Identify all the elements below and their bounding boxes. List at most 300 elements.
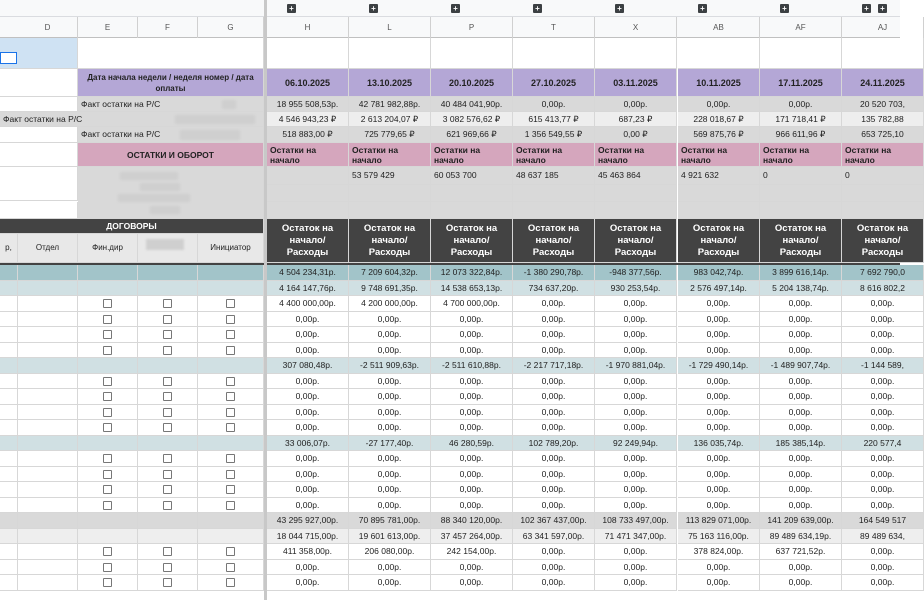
row-cell[interactable]: [0, 575, 18, 591]
row-cell[interactable]: [0, 482, 18, 498]
amount-cell[interactable]: 0,00р.: [595, 405, 677, 420]
row-cell[interactable]: [198, 265, 264, 281]
approval-checkbox[interactable]: [163, 470, 172, 479]
amount-cell[interactable]: 0,00р.: [267, 327, 349, 343]
approval-checkbox[interactable]: [103, 330, 112, 339]
amount-cell[interactable]: 0,00р.: [349, 327, 431, 343]
amount-cell[interactable]: 0,00р.: [267, 451, 349, 467]
row-cell[interactable]: [0, 343, 18, 358]
amount-cell[interactable]: 0,00р.: [842, 312, 924, 327]
fact-balance-value[interactable]: 725 779,65 ₽: [349, 127, 431, 143]
approval-checkbox[interactable]: [163, 346, 172, 355]
start-balance-value[interactable]: 0: [842, 167, 924, 185]
amount-cell[interactable]: 0,00р.: [349, 374, 431, 389]
amount-cell[interactable]: 8 616 802,2: [842, 281, 924, 296]
amount-cell[interactable]: 0,00р.: [760, 560, 842, 575]
amount-cell[interactable]: 4 400 000,00р.: [267, 296, 349, 312]
row-cell[interactable]: [138, 436, 198, 451]
row-cell[interactable]: [0, 374, 18, 389]
amount-cell[interactable]: 0,00р.: [760, 575, 842, 591]
fact-balance-value[interactable]: 1 356 549,55 ₽: [513, 127, 595, 143]
row-cell[interactable]: [0, 544, 18, 560]
week-date[interactable]: 27.10.2025: [513, 69, 595, 97]
amount-cell[interactable]: 7 209 604,32р.: [349, 265, 431, 281]
amount-cell[interactable]: 0,00р.: [760, 327, 842, 343]
fact-balance-value[interactable]: 0,00р.: [678, 97, 760, 112]
row-cell[interactable]: [18, 389, 78, 405]
fact-balance-value[interactable]: 2 613 204,07 ₽: [349, 112, 431, 127]
frozen-columns-divider[interactable]: [264, 0, 267, 600]
column-header[interactable]: AF: [760, 17, 842, 38]
empty-cell[interactable]: [678, 185, 760, 202]
column-header[interactable]: AJ: [842, 17, 924, 38]
row-cell[interactable]: [0, 467, 18, 482]
approval-checkbox[interactable]: [163, 563, 172, 572]
expand-group-icon[interactable]: +: [615, 4, 624, 13]
amount-cell[interactable]: 43 295 927,00р.: [267, 513, 349, 529]
amount-cell[interactable]: 0,00р.: [513, 482, 595, 498]
amount-cell[interactable]: 0,00р.: [513, 467, 595, 482]
amount-cell[interactable]: 113 829 071,00р.: [678, 513, 760, 529]
fact-balance-value[interactable]: 518 883,00 ₽: [267, 127, 349, 143]
amount-cell[interactable]: 0,00р.: [267, 420, 349, 436]
amount-cell[interactable]: 0,00р.: [267, 374, 349, 389]
empty-cell[interactable]: [678, 38, 760, 69]
amount-cell[interactable]: 0,00р.: [760, 467, 842, 482]
row-cell[interactable]: [198, 436, 264, 451]
approval-checkbox[interactable]: [163, 485, 172, 494]
fact-balance-value[interactable]: 20 520 703,: [842, 97, 924, 112]
approval-checkbox[interactable]: [226, 299, 235, 308]
amount-cell[interactable]: 0,00р.: [349, 343, 431, 358]
row-cell[interactable]: [198, 513, 264, 529]
amount-cell[interactable]: 102 367 437,00р.: [513, 513, 595, 529]
amount-cell[interactable]: 7 692 790,0: [842, 265, 924, 281]
fact-balance-value[interactable]: 0,00р.: [760, 97, 842, 112]
row-cell[interactable]: [0, 358, 18, 374]
amount-cell[interactable]: -1 970 881,04р.: [595, 358, 677, 374]
row-cell[interactable]: [198, 358, 264, 374]
amount-cell[interactable]: 307 080,48р.: [267, 358, 349, 374]
empty-cell[interactable]: [431, 202, 513, 219]
empty-cell[interactable]: [0, 167, 78, 201]
week-date[interactable]: 10.11.2025: [678, 69, 760, 97]
amount-cell[interactable]: 0,00р.: [431, 498, 513, 513]
fact-balance-value[interactable]: 615 413,77 ₽: [513, 112, 595, 127]
amount-cell[interactable]: 0,00р.: [760, 498, 842, 513]
amount-cell[interactable]: 0,00р.: [431, 467, 513, 482]
empty-cell[interactable]: [842, 202, 924, 219]
fact-balance-value[interactable]: 171 718,41 ₽: [760, 112, 842, 127]
amount-cell[interactable]: 206 080,00р.: [349, 544, 431, 560]
amount-cell[interactable]: -2 511 909,63р.: [349, 358, 431, 374]
approval-checkbox[interactable]: [226, 408, 235, 417]
row-cell[interactable]: [78, 513, 138, 529]
amount-cell[interactable]: 0,00р.: [267, 389, 349, 405]
approval-checkbox[interactable]: [103, 377, 112, 386]
amount-cell[interactable]: 0,00р.: [267, 405, 349, 420]
row-cell[interactable]: [0, 420, 18, 436]
row-cell[interactable]: [18, 296, 78, 312]
amount-cell[interactable]: 89 489 634,19р.: [760, 529, 842, 544]
amount-cell[interactable]: 0,00р.: [842, 327, 924, 343]
approval-checkbox[interactable]: [103, 578, 112, 587]
row-cell[interactable]: [18, 312, 78, 327]
column-header[interactable]: G: [198, 17, 264, 38]
row-cell[interactable]: [0, 405, 18, 420]
approval-checkbox[interactable]: [163, 547, 172, 556]
amount-cell[interactable]: 0,00р.: [842, 374, 924, 389]
amount-cell[interactable]: 0,00р.: [595, 312, 677, 327]
amount-cell[interactable]: 0,00р.: [349, 389, 431, 405]
approval-checkbox[interactable]: [226, 346, 235, 355]
week-date[interactable]: 13.10.2025: [349, 69, 431, 97]
amount-cell[interactable]: 0,00р.: [842, 343, 924, 358]
approval-checkbox[interactable]: [103, 470, 112, 479]
amount-cell[interactable]: 0,00р.: [678, 327, 760, 343]
row-cell[interactable]: [18, 374, 78, 389]
amount-cell[interactable]: 70 895 781,00р.: [349, 513, 431, 529]
amount-cell[interactable]: 0,00р.: [760, 389, 842, 405]
amount-cell[interactable]: 4 504 234,31р.: [267, 265, 349, 281]
fact-balance-value[interactable]: 42 781 982,88р.: [349, 97, 431, 112]
empty-cell[interactable]: [267, 202, 349, 219]
approval-checkbox[interactable]: [103, 346, 112, 355]
amount-cell[interactable]: 0,00р.: [760, 420, 842, 436]
fact-balance-value[interactable]: 621 969,66 ₽: [431, 127, 513, 143]
amount-cell[interactable]: 0,00р.: [513, 498, 595, 513]
approval-checkbox[interactable]: [163, 315, 172, 324]
amount-cell[interactable]: 0,00р.: [595, 389, 677, 405]
empty-cell[interactable]: [0, 69, 78, 97]
approval-checkbox[interactable]: [226, 454, 235, 463]
row-cell[interactable]: [0, 265, 18, 281]
amount-cell[interactable]: 0,00р.: [349, 560, 431, 575]
amount-cell[interactable]: 0,00р.: [267, 560, 349, 575]
empty-cell[interactable]: [595, 38, 677, 69]
column-header[interactable]: F: [138, 17, 198, 38]
row-cell[interactable]: [18, 482, 78, 498]
fact-balance-value[interactable]: 4 546 943,23 ₽: [267, 112, 349, 127]
approval-checkbox[interactable]: [163, 408, 172, 417]
amount-cell[interactable]: 0,00р.: [678, 420, 760, 436]
start-balance-value[interactable]: 53 579 429: [349, 167, 431, 185]
empty-cell[interactable]: [0, 127, 78, 143]
approval-checkbox[interactable]: [226, 563, 235, 572]
empty-cell[interactable]: [0, 143, 78, 167]
amount-cell[interactable]: 0,00р.: [267, 343, 349, 358]
amount-cell[interactable]: -2 217 717,18р.: [513, 358, 595, 374]
amount-cell[interactable]: 0,00р.: [678, 312, 760, 327]
amount-cell[interactable]: 0,00р.: [678, 451, 760, 467]
fact-balance-value[interactable]: 18 955 508,53р.: [267, 97, 349, 112]
approval-checkbox[interactable]: [226, 377, 235, 386]
expand-group-icon[interactable]: +: [369, 4, 378, 13]
amount-cell[interactable]: 0,00р.: [595, 327, 677, 343]
start-balance-value[interactable]: [267, 167, 349, 185]
amount-cell[interactable]: 0,00р.: [678, 467, 760, 482]
amount-cell[interactable]: 0,00р.: [349, 575, 431, 591]
row-cell[interactable]: [18, 281, 78, 296]
approval-checkbox[interactable]: [103, 485, 112, 494]
empty-cell[interactable]: [595, 202, 677, 219]
amount-cell[interactable]: 0,00р.: [513, 343, 595, 358]
amount-cell[interactable]: 0,00р.: [842, 544, 924, 560]
amount-cell[interactable]: -1 489 907,74р.: [760, 358, 842, 374]
row-cell[interactable]: [0, 498, 18, 513]
amount-cell[interactable]: 3 899 616,14р.: [760, 265, 842, 281]
empty-cell[interactable]: [349, 202, 431, 219]
start-balance-value[interactable]: 4 921 632: [678, 167, 760, 185]
amount-cell[interactable]: 4 700 000,00р.: [431, 296, 513, 312]
empty-cell[interactable]: [760, 185, 842, 202]
amount-cell[interactable]: 0,00р.: [842, 482, 924, 498]
week-date[interactable]: 17.11.2025: [760, 69, 842, 97]
expand-group-icon[interactable]: +: [780, 4, 789, 13]
amount-cell[interactable]: 92 249,94р.: [595, 436, 677, 451]
row-cell[interactable]: [18, 467, 78, 482]
approval-checkbox[interactable]: [103, 547, 112, 556]
start-balance-value[interactable]: 60 053 700: [431, 167, 513, 185]
column-header[interactable]: L: [349, 17, 431, 38]
row-cell[interactable]: [0, 436, 18, 451]
amount-cell[interactable]: 220 577,4: [842, 436, 924, 451]
amount-cell[interactable]: 0,00р.: [431, 312, 513, 327]
row-cell[interactable]: [18, 529, 78, 544]
approval-checkbox[interactable]: [226, 501, 235, 510]
column-header[interactable]: T: [513, 17, 595, 38]
row-cell[interactable]: [18, 436, 78, 451]
row-cell[interactable]: [78, 281, 138, 296]
empty-cell[interactable]: [842, 38, 924, 69]
amount-cell[interactable]: 0,00р.: [595, 343, 677, 358]
expand-group-icon[interactable]: +: [878, 4, 887, 13]
empty-cell[interactable]: [760, 202, 842, 219]
week-date[interactable]: 24.11.2025: [842, 69, 924, 97]
row-cell[interactable]: [18, 358, 78, 374]
amount-cell[interactable]: 0,00р.: [513, 327, 595, 343]
amount-cell[interactable]: 12 073 322,84р.: [431, 265, 513, 281]
amount-cell[interactable]: 0,00р.: [760, 405, 842, 420]
amount-cell[interactable]: 637 721,52р.: [760, 544, 842, 560]
approval-checkbox[interactable]: [163, 299, 172, 308]
amount-cell[interactable]: -1 380 290,78р.: [513, 265, 595, 281]
empty-cell[interactable]: [431, 38, 513, 69]
amount-cell[interactable]: 0,00р.: [431, 482, 513, 498]
amount-cell[interactable]: 0,00р.: [595, 560, 677, 575]
amount-cell[interactable]: 0,00р.: [760, 343, 842, 358]
amount-cell[interactable]: -948 377,56р.: [595, 265, 677, 281]
fact-balance-value[interactable]: 569 875,76 ₽: [678, 127, 760, 143]
fact-balance-value[interactable]: 228 018,67 ₽: [678, 112, 760, 127]
row-cell[interactable]: [18, 265, 78, 281]
amount-cell[interactable]: 930 253,54р.: [595, 281, 677, 296]
empty-cell[interactable]: [513, 202, 595, 219]
approval-checkbox[interactable]: [163, 423, 172, 432]
row-cell[interactable]: [0, 296, 18, 312]
amount-cell[interactable]: 0,00р.: [349, 482, 431, 498]
row-cell[interactable]: [138, 281, 198, 296]
amount-cell[interactable]: 0,00р.: [513, 420, 595, 436]
approval-checkbox[interactable]: [226, 392, 235, 401]
row-cell[interactable]: [0, 312, 18, 327]
amount-cell[interactable]: 0,00р.: [595, 575, 677, 591]
amount-cell[interactable]: 0,00р.: [678, 405, 760, 420]
amount-cell[interactable]: 0,00р.: [595, 467, 677, 482]
row-cell[interactable]: [18, 343, 78, 358]
empty-cell[interactable]: [431, 185, 513, 202]
amount-cell[interactable]: 46 280,59р.: [431, 436, 513, 451]
row-cell[interactable]: [18, 513, 78, 529]
amount-cell[interactable]: 0,00р.: [267, 498, 349, 513]
amount-cell[interactable]: 4 200 000,00р.: [349, 296, 431, 312]
fact-balance-value[interactable]: 653 725,10: [842, 127, 924, 143]
amount-cell[interactable]: 0,00р.: [842, 560, 924, 575]
row-cell[interactable]: [138, 529, 198, 544]
column-header[interactable]: D: [18, 17, 78, 38]
week-date[interactable]: 06.10.2025: [267, 69, 349, 97]
row-cell[interactable]: [78, 265, 138, 281]
amount-cell[interactable]: 0,00р.: [431, 327, 513, 343]
amount-cell[interactable]: 0,00р.: [678, 498, 760, 513]
amount-cell[interactable]: 0,00р.: [431, 420, 513, 436]
amount-cell[interactable]: 88 340 120,00р.: [431, 513, 513, 529]
amount-cell[interactable]: 33 006,07р.: [267, 436, 349, 451]
fact-balance-value[interactable]: 40 484 041,90р.: [431, 97, 513, 112]
column-header[interactable]: AB: [678, 17, 760, 38]
approval-checkbox[interactable]: [103, 454, 112, 463]
approval-checkbox[interactable]: [103, 423, 112, 432]
empty-cell[interactable]: [595, 185, 677, 202]
approval-checkbox[interactable]: [103, 299, 112, 308]
amount-cell[interactable]: 0,00р.: [431, 343, 513, 358]
empty-cell[interactable]: [267, 185, 349, 202]
amount-cell[interactable]: 0,00р.: [513, 544, 595, 560]
row-cell[interactable]: [0, 529, 18, 544]
empty-cell[interactable]: [78, 38, 264, 69]
fact-balance-value[interactable]: 0,00р.: [595, 97, 677, 112]
approval-checkbox[interactable]: [226, 423, 235, 432]
amount-cell[interactable]: 0,00р.: [678, 296, 760, 312]
approval-checkbox[interactable]: [103, 563, 112, 572]
cell-editor[interactable]: [0, 52, 17, 64]
empty-cell[interactable]: [842, 185, 924, 202]
amount-cell[interactable]: 108 733 497,00р.: [595, 513, 677, 529]
amount-cell[interactable]: -27 177,40р.: [349, 436, 431, 451]
amount-cell[interactable]: 89 489 634,: [842, 529, 924, 544]
approval-checkbox[interactable]: [163, 578, 172, 587]
row-cell[interactable]: [0, 389, 18, 405]
expand-group-icon[interactable]: +: [533, 4, 542, 13]
amount-cell[interactable]: 0,00р.: [513, 560, 595, 575]
fact-balance-value[interactable]: 3 082 576,62 ₽: [431, 112, 513, 127]
amount-cell[interactable]: 0,00р.: [513, 389, 595, 405]
column-header[interactable]: X: [595, 17, 677, 38]
row-cell[interactable]: [18, 544, 78, 560]
amount-cell[interactable]: 0,00р.: [595, 482, 677, 498]
amount-cell[interactable]: 0,00р.: [760, 374, 842, 389]
amount-cell[interactable]: 0,00р.: [267, 312, 349, 327]
amount-cell[interactable]: 0,00р.: [678, 575, 760, 591]
week-date[interactable]: 03.11.2025: [595, 69, 677, 97]
amount-cell[interactable]: 75 163 116,00р.: [678, 529, 760, 544]
amount-cell[interactable]: 0,00р.: [349, 498, 431, 513]
approval-checkbox[interactable]: [163, 330, 172, 339]
approval-checkbox[interactable]: [163, 454, 172, 463]
amount-cell[interactable]: -1 144 589,: [842, 358, 924, 374]
start-balance-value[interactable]: 45 463 864: [595, 167, 677, 185]
approval-checkbox[interactable]: [103, 392, 112, 401]
expand-group-icon[interactable]: +: [451, 4, 460, 13]
amount-cell[interactable]: 141 209 639,00р.: [760, 513, 842, 529]
amount-cell[interactable]: 18 044 715,00р.: [267, 529, 349, 544]
row-cell[interactable]: [0, 281, 18, 296]
amount-cell[interactable]: 0,00р.: [431, 451, 513, 467]
amount-cell[interactable]: 0,00р.: [760, 451, 842, 467]
start-balance-value[interactable]: 0: [760, 167, 842, 185]
amount-cell[interactable]: 0,00р.: [513, 296, 595, 312]
amount-cell[interactable]: 0,00р.: [678, 389, 760, 405]
amount-cell[interactable]: 0,00р.: [513, 405, 595, 420]
approval-checkbox[interactable]: [103, 315, 112, 324]
amount-cell[interactable]: 63 341 597,00р.: [513, 529, 595, 544]
approval-checkbox[interactable]: [163, 377, 172, 386]
approval-checkbox[interactable]: [226, 485, 235, 494]
amount-cell[interactable]: 0,00р.: [595, 451, 677, 467]
amount-cell[interactable]: 0,00р.: [842, 296, 924, 312]
amount-cell[interactable]: 5 204 138,74р.: [760, 281, 842, 296]
amount-cell[interactable]: 0,00р.: [595, 420, 677, 436]
amount-cell[interactable]: 37 457 264,00р.: [431, 529, 513, 544]
amount-cell[interactable]: 983 042,74р.: [678, 265, 760, 281]
amount-cell[interactable]: 102 789,20р.: [513, 436, 595, 451]
amount-cell[interactable]: 2 576 497,14р.: [678, 281, 760, 296]
amount-cell[interactable]: 136 035,74р.: [678, 436, 760, 451]
amount-cell[interactable]: 0,00р.: [595, 374, 677, 389]
amount-cell[interactable]: 0,00р.: [513, 312, 595, 327]
amount-cell[interactable]: 14 538 653,13р.: [431, 281, 513, 296]
row-cell[interactable]: [78, 358, 138, 374]
amount-cell[interactable]: 19 601 613,00р.: [349, 529, 431, 544]
amount-cell[interactable]: 0,00р.: [513, 575, 595, 591]
row-cell[interactable]: [18, 451, 78, 467]
row-cell[interactable]: [0, 451, 18, 467]
amount-cell[interactable]: 0,00р.: [595, 296, 677, 312]
amount-cell[interactable]: 185 385,14р.: [760, 436, 842, 451]
start-balance-value[interactable]: 48 637 185: [513, 167, 595, 185]
amount-cell[interactable]: 0,00р.: [760, 312, 842, 327]
amount-cell[interactable]: 0,00р.: [431, 560, 513, 575]
amount-cell[interactable]: 411 358,00р.: [267, 544, 349, 560]
amount-cell[interactable]: 0,00р.: [842, 451, 924, 467]
amount-cell[interactable]: 378 824,00р.: [678, 544, 760, 560]
approval-checkbox[interactable]: [226, 470, 235, 479]
amount-cell[interactable]: 0,00р.: [842, 405, 924, 420]
row-cell[interactable]: [138, 265, 198, 281]
expand-group-icon[interactable]: +: [698, 4, 707, 13]
amount-cell[interactable]: 0,00р.: [760, 482, 842, 498]
amount-cell[interactable]: 0,00р.: [431, 374, 513, 389]
fact-balance-value[interactable]: 0,00 ₽: [595, 127, 677, 143]
amount-cell[interactable]: 0,00р.: [349, 451, 431, 467]
row-cell[interactable]: [0, 560, 18, 575]
empty-cell[interactable]: [760, 38, 842, 69]
approval-checkbox[interactable]: [226, 547, 235, 556]
amount-cell[interactable]: 0,00р.: [349, 467, 431, 482]
row-cell[interactable]: [18, 575, 78, 591]
approval-checkbox[interactable]: [163, 392, 172, 401]
approval-checkbox[interactable]: [163, 501, 172, 510]
